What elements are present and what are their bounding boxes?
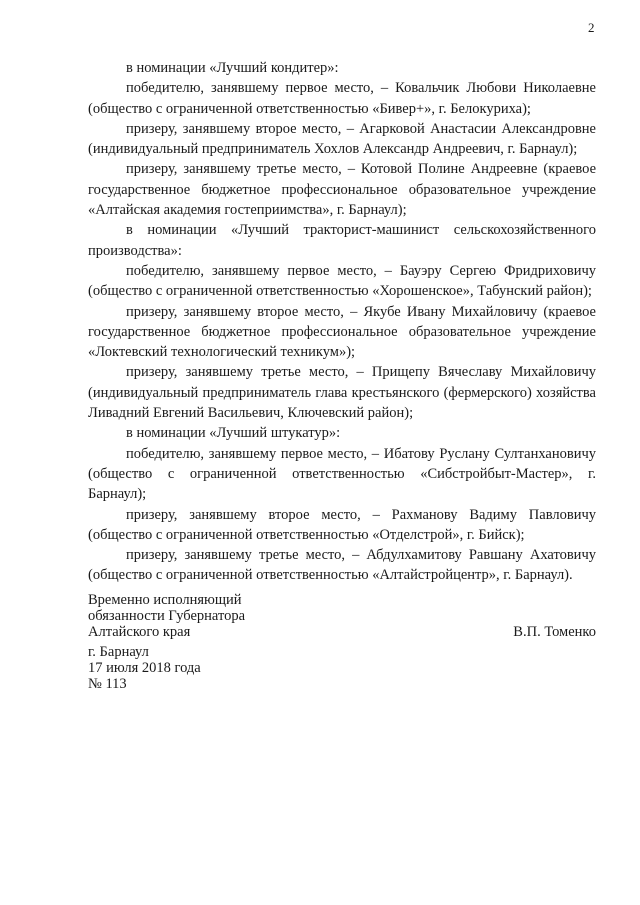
paragraph: призеру, занявшему третье место, – Абдулхамитову Равшану Ахатовичу (общество с ограниченной ответственностью «Алтайстройцентр», г. Барнаул).: [88, 547, 596, 584]
place: г. Барнаул: [88, 644, 149, 660]
paragraph: призеру, занявшему второе место, – Рахманову Вадиму Павловичу (общество с ограниченной ответственностью «Отделстрой», г. Бийск);: [88, 506, 596, 543]
page-number: 2: [588, 20, 595, 35]
paragraph: призеру, занявшему второе место, – Якубе Ивану Михайловичу (краевое государственное бюджетное профессиональное образовательное учреждение «Локтевский технологический техникум»);: [88, 303, 596, 361]
paragraph: победителю, занявшему первое место, – Бауэру Сергею Фридриховичу (общество с ограниченной ответственностью «Хорошенское», Табунский район);: [88, 262, 596, 300]
paragraph: призеру, занявшему третье место, – Прищепу Вячеславу Михайловичу (индивидуальный предприниматель глава крестьянского (фермерского) хозяйства Ливадний Евгений Васильевич, Ключевский район);: [88, 364, 596, 422]
paragraph: призеру, занявшему третье место, – Котовой Полине Андреевне (краевое государственное бюджетное профессиональное образовательное учреждение «Алтайская академия гостеприимства», г. Барнаул);: [88, 161, 596, 219]
document-body: [88, 58, 596, 586]
paragraph: победителю, занявшему первое место, – Ибатову Руслану Султанхановичу (общество с ограниченной ответственностью «Сибстройбыт-Мастер», г. Барнаул);: [88, 445, 596, 503]
place-date-block: [88, 644, 201, 692]
date: 17 июля 2018 года: [88, 660, 201, 676]
signature-title-line: обязанности Губернатора: [88, 608, 246, 624]
paragraph: в номинации «Лучший кондитер»:: [126, 60, 339, 76]
paragraph: в номинации «Лучший тракторист-машинист сельскохозяйственного производства»:: [88, 222, 596, 259]
signature-title-line: Алтайского края: [88, 624, 191, 640]
paragraph: призеру, занявшему второе место, – Агарковой Анастасии Александровне (индивидуальный предприниматель Хохлов Александр Андреевич, г. Барнаул);: [88, 120, 596, 158]
signature-block: [88, 592, 596, 640]
signature-title-line: Временно исполняющий: [88, 592, 242, 608]
document-number: № 113: [88, 676, 127, 692]
paragraph: в номинации «Лучший штукатур»:: [126, 425, 341, 442]
signatory-name: В.П. Томенко: [513, 624, 596, 640]
paragraph: победителю, занявшему первое место, – Ковальчик Любови Николаевне (общество с ограниченной ответственностью «Бивер+», г. Белокуриха);: [88, 80, 596, 117]
signature-title: [88, 592, 308, 640]
